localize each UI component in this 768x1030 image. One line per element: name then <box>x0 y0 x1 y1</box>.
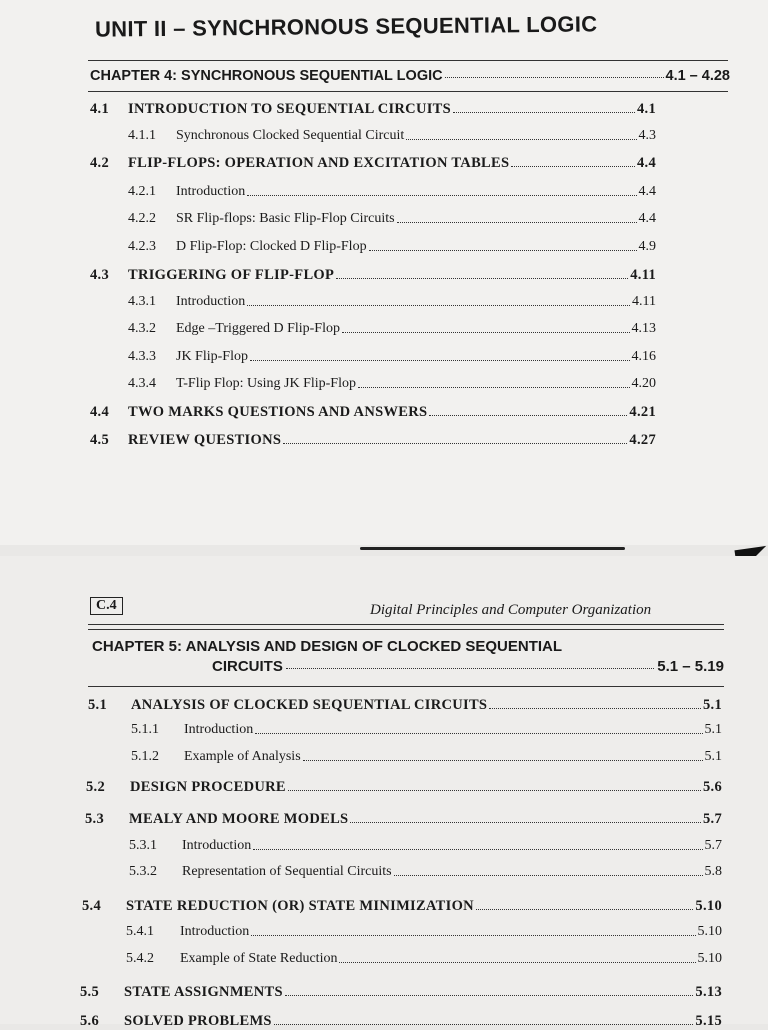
toc-entry-page: 4.27 <box>629 432 656 448</box>
toc-entry-title: SR Flip-flops: Basic Flip-Flop Circuits <box>176 211 395 226</box>
toc-entry-number: 5.3.2 <box>129 864 157 879</box>
toc-entry-number: 5.4.1 <box>126 924 154 939</box>
leader-dots <box>350 822 701 823</box>
toc-entry-page: 4.11 <box>632 294 656 309</box>
toc-entry-4-2-3 <box>128 239 656 255</box>
toc-entry-title: INTRODUCTION TO SEQUENTIAL CIRCUITS <box>128 101 452 117</box>
toc-entry-page: 4.20 <box>631 376 656 391</box>
toc-entry-4-2 <box>90 155 656 172</box>
header-rule <box>88 624 724 625</box>
toc-entry-title: SOLVED PROBLEMS <box>124 1013 272 1029</box>
toc-entry-title: ANALYSIS OF CLOCKED SEQUENTIAL CIRCUITS <box>131 697 488 713</box>
toc-entry-page: 5.1 <box>704 749 722 764</box>
page-number-box: C.4 <box>90 597 123 615</box>
toc-entry-5-5 <box>80 984 722 1001</box>
toc-entry-page: 5.10 <box>695 898 722 914</box>
toc-entry-number: 4.3.1 <box>128 294 156 309</box>
leader-dots <box>445 77 664 78</box>
toc-entry-number: 5.1 <box>88 697 108 713</box>
toc-entry-page: 5.10 <box>697 924 722 939</box>
leader-dots <box>476 909 693 910</box>
leader-dots <box>251 935 695 936</box>
leader-dots <box>453 112 635 113</box>
toc-entry-page: 4.9 <box>638 239 656 254</box>
toc-entry-title: Edge –Triggered D Flip-Flop <box>176 321 340 336</box>
toc-entry-4-2-1 <box>128 184 656 200</box>
toc-entry-page: 4.21 <box>629 404 656 420</box>
leader-dots <box>429 415 627 416</box>
toc-entry-title: Introduction <box>184 722 254 737</box>
toc-entry-4-2-2 <box>128 211 656 227</box>
toc-entry-number: 5.3 <box>85 811 105 827</box>
toc-entry-title: Introduction <box>176 184 246 199</box>
page-edge-shadow <box>360 547 625 550</box>
toc-entry-number: 5.1.2 <box>131 749 159 764</box>
toc-entry-5-3-2 <box>129 864 722 880</box>
toc-entry-4-3-1 <box>128 294 656 310</box>
leader-dots <box>288 790 701 791</box>
toc-entry-number: 4.4 <box>90 404 110 420</box>
leader-dots <box>369 250 637 251</box>
leader-dots <box>286 668 654 669</box>
toc-entry-5-3 <box>85 811 722 828</box>
leader-dots <box>342 332 630 333</box>
leader-dots <box>358 387 630 388</box>
toc-entry-title: D Flip-Flop: Clocked D Flip-Flop <box>176 239 367 254</box>
leader-dots <box>250 360 630 361</box>
leader-dots <box>394 875 703 876</box>
toc-entry-page: 4.3 <box>638 128 656 143</box>
toc-entry-page: 5.7 <box>704 838 722 853</box>
leader-dots <box>255 733 702 734</box>
toc-entry-page: 5.15 <box>695 1013 722 1029</box>
chapter-4-label: CHAPTER 4: SYNCHRONOUS SEQUENTIAL LOGIC <box>90 68 443 84</box>
leader-dots <box>247 305 630 306</box>
toc-entry-title: TWO MARKS QUESTIONS AND ANSWERS <box>128 404 428 420</box>
toc-entry-title: Example of Analysis <box>184 749 301 764</box>
leader-dots <box>274 1024 694 1025</box>
toc-entry-title: DESIGN PROCEDURE <box>130 779 286 795</box>
leader-dots <box>336 278 628 279</box>
toc-entry-title: T-Flip Flop: Using JK Flip-Flop <box>176 376 356 391</box>
toc-entry-number: 4.1 <box>90 101 110 117</box>
toc-entry-4-3-3 <box>128 349 656 365</box>
chapter-5-rule <box>88 686 724 687</box>
toc-entry-number: 4.2.1 <box>128 184 156 199</box>
toc-entry-page: 4.1 <box>636 101 656 117</box>
toc-entry-4-5 <box>90 432 656 449</box>
toc-entry-page: 5.1 <box>704 722 722 737</box>
toc-entry-5-4 <box>82 898 722 915</box>
leader-dots <box>285 995 694 996</box>
leader-dots <box>397 222 637 223</box>
toc-entry-title: REVIEW QUESTIONS <box>128 432 282 448</box>
toc-entry-number: 5.2 <box>86 779 106 795</box>
toc-entry-number: 5.6 <box>80 1013 100 1029</box>
toc-entry-5-4-2 <box>126 951 722 967</box>
toc-entry-4-3-4 <box>128 376 656 392</box>
chapter-5-label-line1: CHAPTER 5: ANALYSIS AND DESIGN OF CLOCKED SEQUENTIAL <box>92 638 563 655</box>
toc-entry-title: STATE REDUCTION (OR) STATE MINIMIZATION <box>126 898 474 914</box>
chapter-4-pages: 4.1 – 4.28 <box>665 68 730 84</box>
header-rule-double <box>88 629 724 630</box>
chapter-rule-bottom <box>88 91 728 92</box>
toc-entry-number: 5.4 <box>82 898 102 914</box>
toc-entry-4-4 <box>90 404 656 421</box>
toc-entry-5-1-1 <box>131 722 722 738</box>
toc-entry-number: 4.3.2 <box>128 321 156 336</box>
chapter-5-label-line2: CIRCUITS <box>212 658 283 675</box>
leader-dots <box>253 849 702 850</box>
leader-dots <box>303 760 703 761</box>
toc-entry-title: Introduction <box>182 838 252 853</box>
chapter-5-pages: 5.1 – 5.19 <box>657 658 724 675</box>
toc-entry-5-2 <box>86 779 722 796</box>
toc-entry-title: JK Flip-Flop <box>176 349 248 364</box>
toc-entry-number: 4.3 <box>90 267 110 283</box>
toc-entry-title: Example of State Reduction <box>180 951 338 966</box>
leader-dots <box>489 708 701 709</box>
toc-entry-4-3 <box>90 267 656 284</box>
toc-entry-page: 5.1 <box>702 697 722 713</box>
toc-entry-number: 5.3.1 <box>129 838 157 853</box>
toc-entry-number: 4.3.3 <box>128 349 156 364</box>
toc-entry-number: 4.2.2 <box>128 211 156 226</box>
chapter-rule-top <box>88 60 728 61</box>
toc-entry-number: 5.5 <box>80 984 100 1000</box>
chapter-4-heading <box>90 68 730 84</box>
toc-entry-5-3-1 <box>129 838 722 854</box>
toc-entry-page: 4.16 <box>631 349 656 364</box>
toc-entry-page: 4.4 <box>638 211 656 226</box>
toc-entry-number: 5.4.2 <box>126 951 154 966</box>
toc-entry-5-6 <box>80 1013 722 1030</box>
toc-entry-number: 4.2.3 <box>128 239 156 254</box>
chapter-5-heading <box>92 637 724 677</box>
toc-entry-title: Representation of Sequential Circuits <box>182 864 392 879</box>
leader-dots <box>339 962 695 963</box>
toc-entry-number: 5.1.1 <box>131 722 159 737</box>
toc-entry-title: TRIGGERING OF FLIP-FLOP <box>128 267 335 283</box>
toc-entry-5-1-2 <box>131 749 722 765</box>
toc-entry-page: 5.8 <box>704 864 722 879</box>
toc-entry-title: Introduction <box>180 924 250 939</box>
toc-entry-number: 4.1.1 <box>128 128 156 143</box>
leader-dots <box>247 195 636 196</box>
toc-entry-page: 4.11 <box>630 267 656 283</box>
running-head: Digital Principles and Computer Organization <box>370 602 652 618</box>
toc-entry-page: 5.6 <box>702 779 722 795</box>
toc-entry-title: MEALY AND MOORE MODELS <box>129 811 349 827</box>
toc-entry-title: FLIP-FLOPS: OPERATION AND EXCITATION TABLES <box>128 155 510 171</box>
toc-entry-page: 5.13 <box>695 984 722 1000</box>
chapter-5-line2 <box>92 657 724 677</box>
toc-entry-page: 5.10 <box>697 951 722 966</box>
toc-entry-page: 5.7 <box>702 811 722 827</box>
leader-dots <box>283 443 627 444</box>
unit-title: UNIT II – SYNCHRONOUS SEQUENTIAL LOGIC <box>94 11 598 42</box>
toc-entry-page: 4.13 <box>631 321 656 336</box>
toc-entry-title: Synchronous Clocked Sequential Circuit <box>176 128 405 143</box>
toc-entry-title: Introduction <box>176 294 246 309</box>
toc-entry-number: 4.2 <box>90 155 110 171</box>
toc-entry-number: 4.3.4 <box>128 376 156 391</box>
leader-dots <box>406 139 636 140</box>
toc-entry-page: 4.4 <box>636 155 656 171</box>
toc-entry-page: 4.4 <box>638 184 656 199</box>
toc-entry-5-1 <box>88 697 722 714</box>
leader-dots <box>511 166 635 167</box>
toc-entry-4-3-2 <box>128 321 656 337</box>
toc-entry-4-1 <box>90 101 656 118</box>
toc-entry-number: 4.5 <box>90 432 110 448</box>
toc-entry-4-1-1 <box>128 128 656 144</box>
toc-entry-5-4-1 <box>126 924 722 940</box>
toc-entry-title: STATE ASSIGNMENTS <box>124 984 283 1000</box>
